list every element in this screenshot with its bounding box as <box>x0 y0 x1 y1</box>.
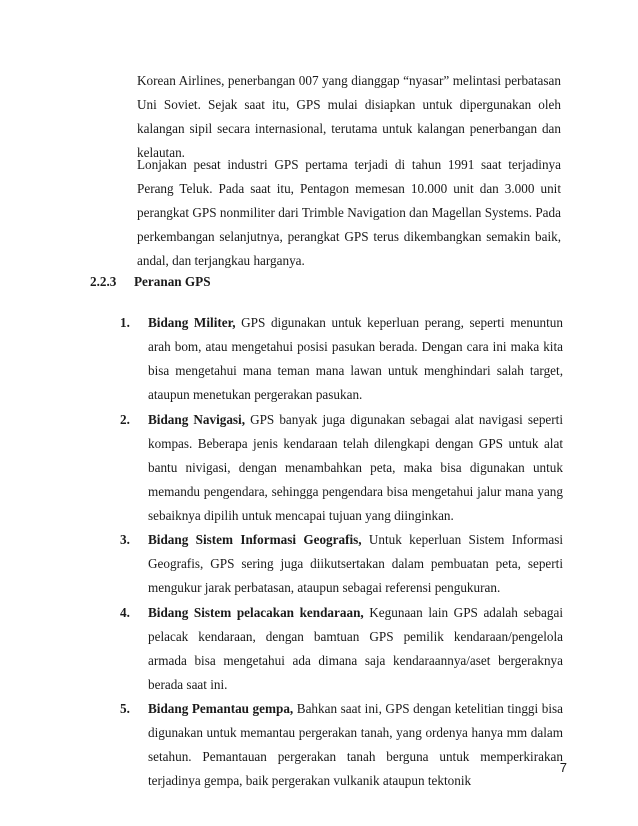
list-item <box>120 601 563 697</box>
section-title: Peranan GPS <box>134 274 211 289</box>
list-item-number: 3. <box>120 532 130 548</box>
list-item-lead: Bidang Militer, <box>148 315 236 330</box>
paragraph-text: Korean Airlines, penerbangan 007 yang dianggap “nyasar” melintasi perbatasan Uni Soviet. Sejak saat itu, GPS mulai disiapkan untuk dipergunakan oleh kalangan sipil secara internasional, terutama untuk kalangan penerbangan dan kelautan. <box>137 73 561 160</box>
list-item-text: Kegunaan lain GPS adalah sebagai pelacak kendaraan, dengan bamtuan GPS pemilik kendaraan/pengelola armada bisa mengetahui ada dimana saja kendaraannya/aset bergeraknya berada saat ini. <box>148 604 563 692</box>
list-item <box>120 697 563 793</box>
section-heading <box>90 274 211 290</box>
section-number: 2.2.3 <box>90 274 117 289</box>
list-item-lead: Bidang Navigasi, <box>148 411 246 427</box>
list-item <box>120 528 563 600</box>
list-item-number: 1. <box>120 315 130 330</box>
list-item-number: 5. <box>120 701 130 717</box>
paragraph-text: Lonjakan pesat industri GPS pertama terjadi di tahun 1991 saat terjadinya Perang Teluk. Pada saat itu, Pentagon memesan 10.000 unit dan 3.000 unit perangkat GPS nonmiliter dari Trimble Navigation dan Magellan Systems. Pada perkembangan selanjutnya, perangkat GPS terus dikembangkan semakin baik, andal, dan terjangkau harganya. <box>137 157 561 268</box>
gps-roles-list <box>120 311 563 794</box>
list-item-text: Untuk keperluan Sistem Informasi Geografis, GPS sering juga diikutsertakan dalam pembuatan peta, seperti mengukur jarak perbatasan, ataupun sebagai referensi pengukuran. <box>148 532 563 596</box>
list-item <box>120 408 563 528</box>
list-item-number: 2. <box>120 411 130 427</box>
list-item <box>120 311 563 407</box>
list-item-text: Bahkan saat ini, GPS dengan ketelitian tinggi bisa digunakan untuk memantau pergerakan tanah, yang ordenya hanya mm dalam setahun. Pemantauan pergerakan tanah berguna untuk memperkirakan terjadinya gempa, baik pergerakan vulkanik ataupun tektonik <box>148 701 563 789</box>
paragraph-gps-industry <box>137 153 561 273</box>
list-item-lead: Bidang Sistem pelacakan kendaraan, <box>148 604 364 620</box>
list-item-text: GPS digunakan untuk keperluan perang, seperti menuntun arah bom, atau mengetahui posisi pasukan berada. Dengan cara ini maka kita bisa mengetahui mana teman mana lawan untuk menghindari salah target, ataupun menetukan pergerakan pasukan. <box>148 315 563 402</box>
list-item-number: 4. <box>120 604 130 620</box>
list-item-text: GPS banyak juga digunakan sebagai alat navigasi seperti kompas. Beberapa jenis kendaraan telah dilengkapi dengan GPS untuk alat bantu nivigasi, dengan menambahkan peta, maka bisa digunakan untuk memandu pengendara, sehingga pengendara bisa mengetahui jalur mana yang sebaiknya dipilih untuk mencapai tujuan yang diinginkan. <box>148 411 563 523</box>
list-item-lead: Bidang Sistem Informasi Geografis, <box>148 532 362 548</box>
paragraph-korean-airlines <box>137 69 561 165</box>
list-item-lead: Bidang Pemantau gempa, <box>148 701 294 717</box>
page-number: 7 <box>559 760 567 775</box>
